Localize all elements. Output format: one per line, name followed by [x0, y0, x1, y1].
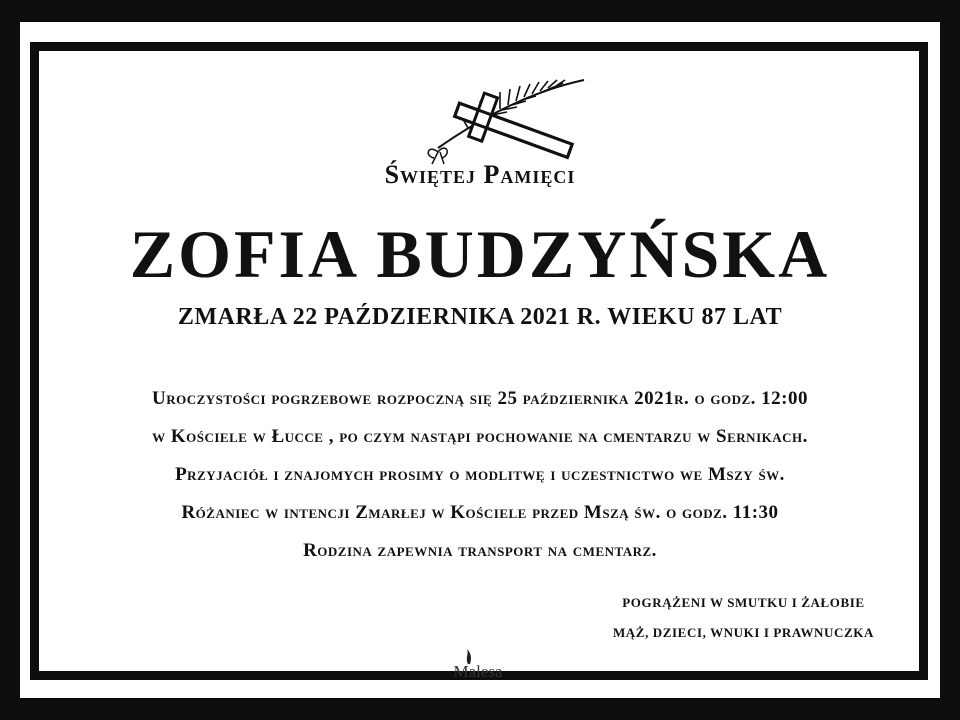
deceased-name: ZOFIA BUDZYŃSKA [129, 216, 831, 292]
signature-line: MĄŻ, DZIECI, WNUKI I PRAWNUCZKA [612, 625, 874, 640]
funeral-detail-line: Uroczystości pogrzebowe rozpoczną się 25 października 2021r. o godz. 12:00 [151, 388, 808, 409]
funeral-detail-line: Przyjaciół i znajomych prosimy o modlitwę i uczestnictwo we Mszy św. [175, 464, 785, 485]
death-date-line: ZMARŁA 22 PAŹDZIERNIKA 2021 R. WIEKU 87 LAT [177, 304, 783, 330]
signature-line: POGRĄŻENI W SMUTKU I ŻAŁOBIE [622, 595, 865, 610]
funeral-details [20, 380, 940, 570]
cross-palm-icon [398, 70, 588, 170]
funeral-detail-line: w Kościele w Łucce , po czym nastąpi pochowanie na cmentarzu w Sernikach. [152, 426, 808, 447]
header-remembrance: Świętej Pamięci [384, 160, 576, 189]
mourners-signature [613, 588, 874, 648]
obituary-sheet [20, 22, 940, 698]
logo-text: Malesa [453, 662, 503, 681]
funeral-detail-line: Różaniec w intencji Zmarłej w Kościele przed Mszą św. o godz. 11:30 [181, 502, 779, 523]
malesa-logo [438, 648, 518, 688]
funeral-detail-line: Rodzina zapewnia transport na cmentarz. [303, 540, 657, 561]
